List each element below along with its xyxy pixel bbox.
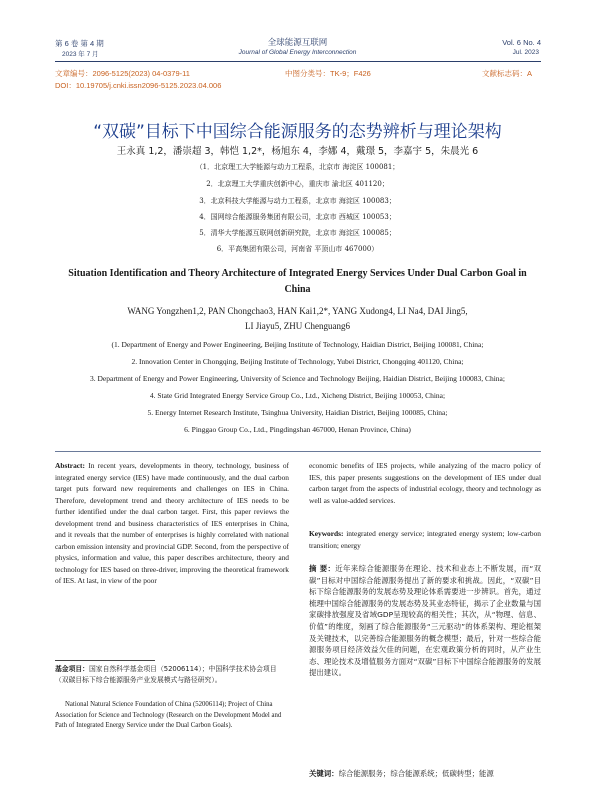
doi: DOI：10.19705/j.cnki.issn2096-5125.2023.04.006 xyxy=(55,81,222,90)
affiliation-cn: 6．平高集团有限公司，河南省 平顶山市 467000） xyxy=(216,245,379,253)
journal-date-cn: 2023 年 7 月 xyxy=(62,51,99,58)
abstract-text-left: In recent years, developments in theory, technology, business of integrated energy service (IES) have made continuously, and the dual carbon target puts forward new requirements and challenges on IES in China. Therefore, development trend and theory architecture of IES needs to be further identified under the dual carbon target. First, this paper reviews the development trend and business characteristics of IES enterprises in China, and it reveals that the number of enterprises is highly correlated with national carbon emission intensity and provincial GDP. Second, from the perspective of physics, information and value, this paper describes architecture, theory and technology for IES based on three-driver, improving the theoretical framework of IES. At last, in view of the poor xyxy=(55,461,289,585)
footnote-rule xyxy=(55,660,155,661)
affiliation-cn: 3．北京科技大学能源与动力工程系，北京市 海淀区 100083； xyxy=(199,197,396,205)
article-number: 文章编号：2096-5125(2023) 04-0379-11 xyxy=(55,69,190,78)
affiliation-cn: 2．北京理工大学重庆创新中心，重庆市 渝北区 401120； xyxy=(206,180,389,188)
keywords-en xyxy=(309,528,541,551)
keywords-cn-text: 综合能源服务；综合能源系统；低碳转型；能源 xyxy=(338,769,494,778)
abstract-cn xyxy=(309,563,541,679)
keywords-text: integrated energy service; integrated energy system; low-carbon transition; energy xyxy=(309,529,541,550)
affiliation-en: (1. Department of Energy and Power Engineering, Beijing Institute of Technology, Haidian District, Beijing 100081, China; xyxy=(111,340,484,349)
affiliation-cn: 4．国网综合能源服务集团有限公司，北京市 西城区 100053； xyxy=(199,213,396,221)
affiliation-en: 3. Department of Energy and Power Engineering, University of Science and Technology Beijing, Haidian District, Beijing 100083, China; xyxy=(90,374,505,383)
abstract-label: Abstract: xyxy=(55,461,85,470)
abstract-en xyxy=(55,460,289,587)
paper-title-en: Situation Identification and Theory Architecture of Integrated Energy Services Under Dual Carbon Goal in China xyxy=(68,268,527,295)
section-rule xyxy=(55,451,541,452)
journal-date-en: Jul. 2023 xyxy=(512,49,539,56)
affiliation-cn: 5．清华大学能源互联网创新研究院，北京市 海淀区 100085； xyxy=(199,229,396,237)
keywords-cn xyxy=(309,768,541,780)
document-code: 文献标志码：A xyxy=(482,69,533,78)
abstract-cn-label: 摘 要： xyxy=(309,564,336,573)
abstract-cn-text: 近年来综合能源服务在理论、技术和业态上不断发展，而“双碳”目标对中国综合能源服务提出了新的要求和挑战。因此，“双碳”目标下综合能源服务的发展态势及理论体系需要进一步辨识。首先，通过梳理中国综合能源服务的发展态势及其业态特征，揭示了企业数量与国家碳排放强度及省域GDP呈现较高的相关性；其次，从“物理、信息、价值”的维度，刻画了综合能源服务“三元驱动”的体系架构、理论框架及关键技术，以完善综合能源服务的概念模型；最后，针对一些综合能源服务项目经济效益欠佳的问题，在宏观政策分析的同时，从产业生态、理论技术及增值服务方面对“双碳”目标下中国综合能源服务的发展提出建议。 xyxy=(309,564,541,678)
keywords-cn-label: 关键词： xyxy=(309,769,339,778)
affiliation-cn: （1．北京理工大学能源与动力工程系，北京市 海淀区 100081； xyxy=(195,163,400,171)
affiliation-en: 4. State Grid Integrated Energy Service Group Co., Ltd., Xicheng District, Beijing 100053, China; xyxy=(149,391,446,400)
authors-en-line1: WANG Yongzhen1,2, PAN Chongchao3, HAN Kai1,2*, YANG Xudong4, LI Na4, DAI Jing5, xyxy=(127,306,468,316)
keywords-label: Keywords: xyxy=(309,529,344,538)
abstract-en-continued: economic benefits of IES projects, while analyzing of the macro policy of IES, this paper presents suggestions on the development of IES under dual carbon target from the aspects of industrial ecology, theory and technology as well as value-added services. xyxy=(309,461,541,505)
journal-name-en: Journal of Global Energy Interconnection xyxy=(238,49,357,56)
journal-issue: 第 6 卷 第 4 期 xyxy=(55,39,104,48)
affiliation-en: 5. Energy Internet Research Institute, Tsinghua University, Haidian District, Beijing 100085, China; xyxy=(147,408,448,417)
authors-en-line2: LI Jiayu5, ZHU Chenguang6 xyxy=(245,321,350,331)
classification-number: 中图分类号：TK-9；F426 xyxy=(285,69,371,78)
affiliation-en: 6. Pinggao Group Co., Ltd., Pingdingshan 467000, Henan Province, China) xyxy=(184,425,411,434)
funding-text-cn: 国家自然科学基金项目（52006114）；中国科学技术协会项目（双碳目标下综合能源服务产业发展模式与路径研究）。 xyxy=(55,665,277,684)
funding-label: 基金项目： xyxy=(55,665,89,673)
funding-note-en: National Natural Science Foundation of China (52006114); Project of China Association for Science and Technology (Research on the Development Model and Path of Integrated Energy Service under the Dual Carbon Goals). xyxy=(55,701,282,729)
paper-title-cn: “双碳”目标下中国综合能源服务的态势辨析与理论架构 xyxy=(93,122,502,142)
funding-note-cn xyxy=(55,664,289,685)
journal-volume: Vol. 6 No. 4 xyxy=(502,38,541,47)
journal-name-cn: 全球能源互联网 xyxy=(267,38,328,48)
authors-cn: 王永真 1,2，潘崇超 3，韩恺 1,2*，杨旭东 4，李娜 4，戴璟 5，李嘉宇 5，朱晨光 6 xyxy=(116,146,479,157)
header-rule xyxy=(55,61,541,62)
affiliation-en: 2. Innovation Center in Chongqing, Beijing Institute of Technology, Yubei District, Chongqing 401120, China; xyxy=(131,357,464,366)
authors-en xyxy=(60,304,535,334)
